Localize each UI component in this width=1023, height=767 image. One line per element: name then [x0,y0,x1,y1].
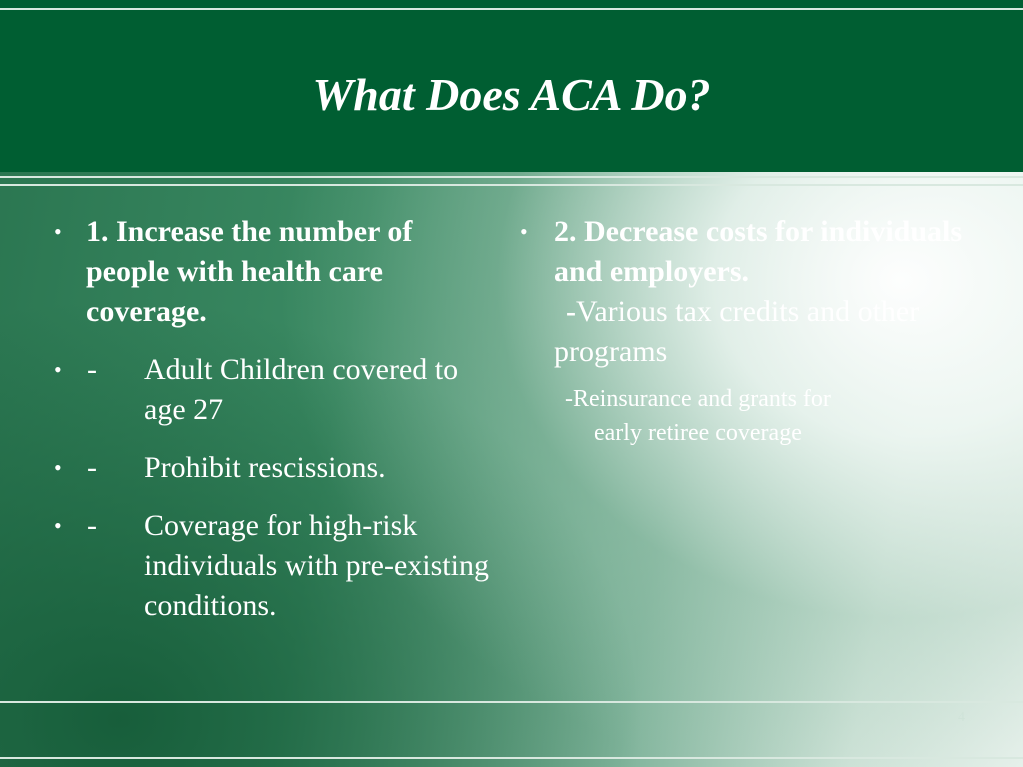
bullet: • [54,513,62,538]
list-item-text: Adult Children covered to age 27 [144,353,459,426]
tax-credits-paragraph [520,292,990,372]
list-item [54,506,494,626]
right-column [520,212,990,450]
list-item-text: Prohibit rescissions. [144,451,386,484]
reinsurance-note [520,382,990,450]
paragraph-dash: - [566,295,576,328]
bullet: • [54,357,62,382]
slide-number: 4 [958,710,965,725]
left-heading: 1. Increase the number of people with health care coverage. [86,215,413,328]
right-heading: 2. Decrease costs for individuals and employers. [554,215,963,288]
list-item [54,448,494,488]
paragraph-text: Various tax credits and other programs [554,295,920,368]
note-line-1: -Reinsurance and grants for [565,386,831,412]
bullet: • [54,219,62,244]
right-heading-item [520,212,990,292]
list-item-text: Coverage for high-risk individuals with pre-existing conditions. [144,509,489,622]
footer-rule-upper [0,701,1023,703]
footer-rule-lower [0,757,1023,759]
bullet: • [54,455,62,480]
page-title: What Does ACA Do? [312,69,711,120]
note-line-2: early retiree coverage [594,420,802,446]
dash-marker: - [87,353,97,386]
left-heading-item [54,212,494,332]
top-rule [0,8,1023,10]
list-item [54,350,494,430]
left-column [54,212,494,626]
bullet: • [520,219,528,244]
dash-marker: - [87,451,97,484]
title-rule-lower [0,184,1023,186]
dash-marker: - [87,509,97,542]
title-bar [0,0,1023,172]
title-rule-upper [0,176,1023,178]
